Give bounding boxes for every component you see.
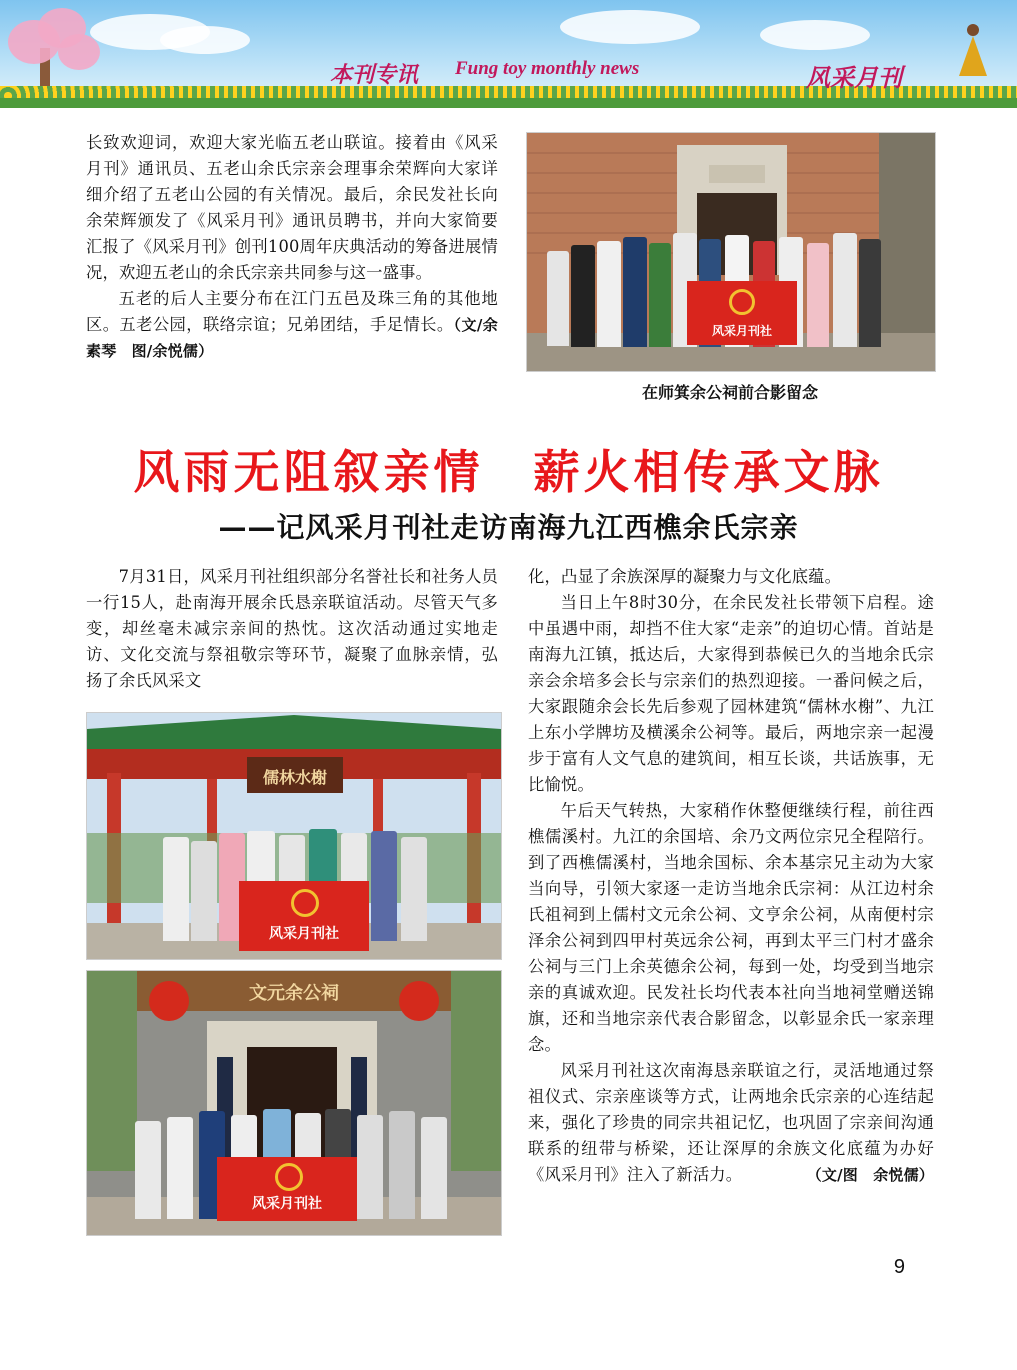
section-label: 本刊专讯 xyxy=(330,62,419,88)
english-label: Fung toy monthly news xyxy=(455,58,640,79)
article-subtitle: ——记风采月刊社走访南海九江西樵余氏宗亲 xyxy=(218,511,799,544)
girl-illustration xyxy=(957,24,989,80)
main-right-para1: 当日上午8时30分，在余民发社长带领下启程。途中虽遇中雨，却挡不住大家“走亲”的迫切心情。首站是南海九江镇，抵达后，大家得到恭候已久的当地余氏宗亲会余培多会长与宗亲们的热烈迎接。一番问候之后，大家跟随余会长先后参观了园林建筑“儒林水榭”、九江上东小学牌坊及横溪余公祠等。最后，两地宗亲一起漫步于富有人文气息的建筑间，相互长谈，共话族事，无比愉悦。 xyxy=(528,593,934,794)
flag-emblem-icon xyxy=(275,1163,303,1191)
magazine-flag xyxy=(687,281,797,345)
magazine-name: 风采月刊 xyxy=(806,63,902,92)
magazine-flag xyxy=(217,1157,357,1221)
cloud-decoration xyxy=(560,10,700,44)
article-title: 风雨无阻叙亲情 薪火相传承文脉 xyxy=(133,445,884,499)
top-article-para2-text: 五老的后人主要分布在江门五邑及珠三角的其他地区。五老公园，联络宗谊；兄弟团结，手足情长。 xyxy=(86,289,498,334)
main-right-para2: 午后天气转热，大家稍作休整便继续行程，前往西樵儒溪村。九江的余国培、余乃文两位宗兄全程陪行。到了西樵儒溪村，当地余国标、余本基宗兄主动为大家当向导，引领大家逐一走访当地余氏宗祠：从江边村余氏祖祠到上儒村文元余公祠、文亨余公祠，从南便村宗泽余公祠到四甲村英远余公祠，再到太平三门村才盛余公祠与三门上余英德余公祠，每到一处，均受到当地宗亲的真诚欢迎。民发社长均代表本社向当地祠堂赠送锦旗，还和当地宗亲代表合影留念，以彰显余氏一家亲理念。 xyxy=(528,801,934,1054)
header-banner xyxy=(0,0,1017,108)
cloud-decoration xyxy=(760,20,870,50)
top-article-para1: 长致欢迎词，欢迎大家光临五老山联谊。接着由《风采月刊》通讯员、五老山余氏宗亲会理事余荣辉向大家详细介绍了五老山公园的有关情况。最后，余民发社长向余荣辉颁发了《风采月刊》通讯员聘书，并向大家简要汇报了《风采月刊》创刊100周年庆典活动的筹备进展情况，欢迎五老山的余氏宗亲共同参与这一盛事。 xyxy=(86,133,498,282)
top-article-para2 xyxy=(86,286,498,364)
top-article-column xyxy=(86,130,498,364)
flag-emblem-icon xyxy=(729,289,755,315)
flag-emblem-icon xyxy=(291,889,319,917)
flag-text: 风采月刊社 xyxy=(711,324,772,338)
main-right-para3 xyxy=(528,1058,934,1188)
top-photo-caption: 在师箕余公祠前合影留念 xyxy=(641,383,818,402)
main-left-column xyxy=(86,564,498,694)
flag-text: 风采月刊社 xyxy=(269,926,339,942)
top-article-credit: （文/余素琴 图/余悦儒） xyxy=(86,316,499,360)
page-number: 9 xyxy=(893,1256,905,1278)
main-right-para3-text: 风采月刊社这次南海恳亲联谊之行，灵活地通过祭祖仪式、宗亲座谈等方式，让两地余氏宗亲的心连结起来，强化了珍贵的同宗共祖记忆，也巩固了宗亲间沟通联系的纽带与桥梁，还让深厚的余族文化底蕴为办好《风采月刊》注入了新活力。 xyxy=(528,1061,934,1184)
pavilion-sign-text: 儒林水榭 xyxy=(262,768,327,787)
temple-photo xyxy=(86,970,502,1236)
cloud-decoration xyxy=(160,26,250,54)
magazine-flag xyxy=(239,881,369,951)
ancestral-hall-photo xyxy=(526,132,936,372)
main-left-para1: 7月31日，风采月刊社组织部分名誉社长和社务人员一行15人，赴南海开展余氏恳亲联谊活动。尽管天气多变，却丝毫未减宗亲间的热忱。这次活动通过实地走访、文化交流与祭祖敬宗等环节，凝聚了血脉亲情，弘扬了余氏风采文 xyxy=(86,567,498,690)
main-article-credit: （文/图 余悦儒） xyxy=(806,1166,934,1184)
grass-strip xyxy=(0,98,1017,108)
main-right-para0: 化，凸显了余族深厚的凝聚力与文化底蕴。 xyxy=(528,567,842,586)
pavilion-photo xyxy=(86,712,502,960)
temple-sign-text: 文元余公祠 xyxy=(249,983,339,1004)
blossom-tree xyxy=(58,34,100,70)
flag-text: 风采月刊社 xyxy=(252,1196,322,1212)
main-right-column xyxy=(528,564,934,1188)
